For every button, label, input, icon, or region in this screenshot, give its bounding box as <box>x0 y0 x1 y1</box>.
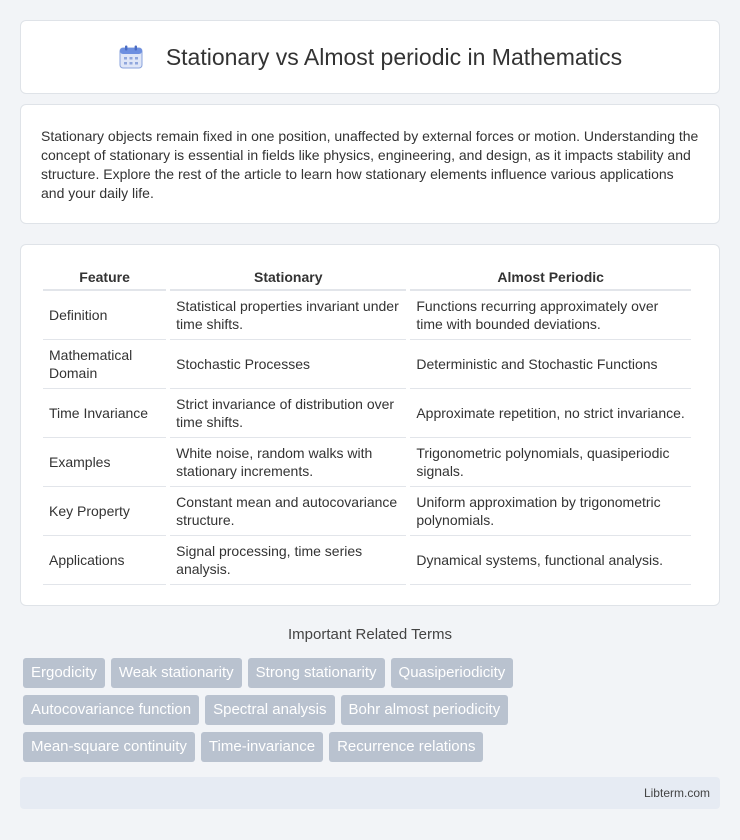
table-row <box>43 438 691 487</box>
intro-card <box>20 104 720 224</box>
footer <box>20 777 720 809</box>
title-wrap <box>118 44 622 71</box>
table-row <box>43 487 691 536</box>
table-cell: Strict invariance of distribution over time shifts. <box>170 389 406 438</box>
header-card <box>20 20 720 94</box>
table-header-row <box>43 265 691 291</box>
table-cell: Applications <box>43 536 166 585</box>
table-cell: Examples <box>43 438 166 487</box>
table-cell: Time Invariance <box>43 389 166 438</box>
tag-bohr-almost-periodicity[interactable]: Bohr almost periodicity <box>341 695 509 725</box>
table-row <box>43 536 691 585</box>
tag-spectral-analysis[interactable]: Spectral analysis <box>205 695 334 725</box>
table-cell: Constant mean and autocovariance structure. <box>170 487 406 536</box>
calendar-icon <box>118 44 144 70</box>
comparison-card <box>20 244 720 606</box>
footer-site-link[interactable]: Libterm.com <box>643 786 710 800</box>
header-feature: Feature <box>43 265 166 291</box>
tag-time-invariance[interactable]: Time-invariance <box>201 732 323 762</box>
related-terms-title: Important Related Terms <box>288 626 452 643</box>
tag-mean-square-continuity[interactable]: Mean-square continuity <box>23 732 195 762</box>
table-cell: Functions recurring approximately over time with bounded deviations. <box>410 291 691 340</box>
table-cell: Dynamical systems, functional analysis. <box>410 536 691 585</box>
related-terms-tags <box>23 658 723 769</box>
tag-quasiperiodicity[interactable]: Quasiperiodicity <box>391 658 514 688</box>
table-cell: Definition <box>43 291 166 340</box>
tag-strong-stationarity[interactable]: Strong stationarity <box>248 658 385 688</box>
comparison-table <box>39 265 695 585</box>
tag-row <box>23 732 723 762</box>
table-cell: Stochastic Processes <box>170 340 406 389</box>
table-row <box>43 389 691 438</box>
tag-autocovariance-function[interactable]: Autocovariance function <box>23 695 199 725</box>
intro-paragraph: Stationary objects remain fixed in one position, unaffected by external forces or motion. Understanding the concept of stationary is essential in fields like physics, engineering, and design, as it impacts stability and structure. Explore the rest of the article to learn how stationary elements influence various applications and your daily life. <box>41 128 699 201</box>
table-cell: Trigonometric polynomials, quasiperiodic signals. <box>410 438 691 487</box>
page-title: Stationary vs Almost periodic in Mathematics <box>165 43 623 70</box>
header-almost-periodic: Almost Periodic <box>410 265 691 291</box>
table-cell: Signal processing, time series analysis. <box>170 536 406 585</box>
tag-row <box>23 695 723 725</box>
table-cell: Approximate repetition, no strict invariance. <box>410 389 691 438</box>
table-cell: Uniform approximation by trigonometric polynomials. <box>410 487 691 536</box>
header-stationary: Stationary <box>170 265 406 291</box>
table-row <box>43 291 691 340</box>
table-cell: Statistical properties invariant under time shifts. <box>170 291 406 340</box>
tag-weak-stationarity[interactable]: Weak stationarity <box>111 658 242 688</box>
table-cell: White noise, random walks with stationary increments. <box>170 438 406 487</box>
table-cell: Mathematical Domain <box>43 340 166 389</box>
tag-ergodicity[interactable]: Ergodicity <box>23 658 105 688</box>
table-row <box>43 340 691 389</box>
tag-recurrence-relations[interactable]: Recurrence relations <box>329 732 483 762</box>
table-cell: Key Property <box>43 487 166 536</box>
tag-row <box>23 658 723 688</box>
table-cell: Deterministic and Stochastic Functions <box>410 340 691 389</box>
